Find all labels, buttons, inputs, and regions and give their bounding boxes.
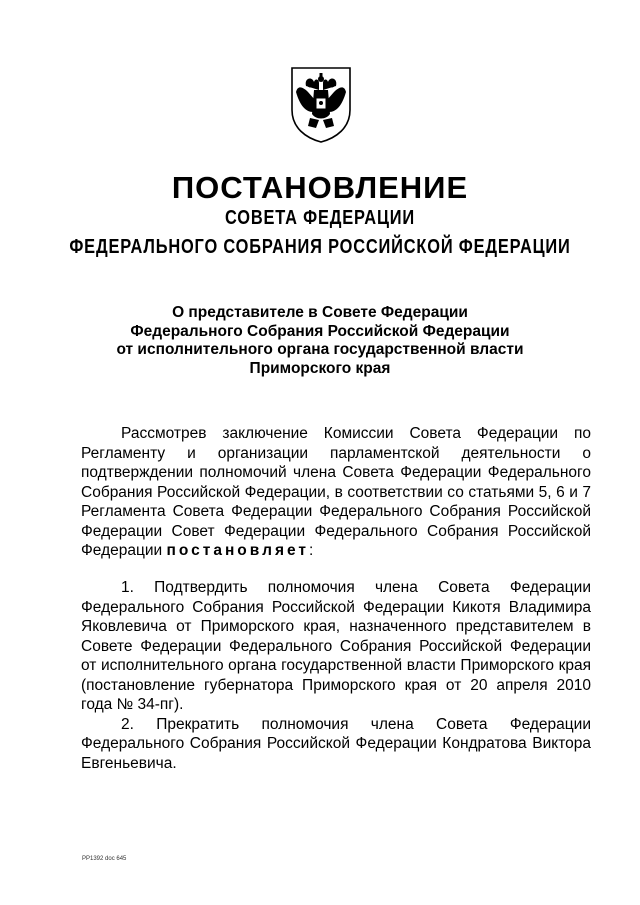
coat-of-arms-icon xyxy=(286,62,356,144)
resolution-item-2: 2. Прекратить полномочия члена Совета Федерации Федерального Собрания Российской Федерации Кондратова Виктора Евгеньевича. xyxy=(81,715,591,772)
preamble-text: Рассмотрев заключение Комиссии Совета Федерации по Регламенту и организации парламентской деятельности о подтверждении полномочий члена Совета Федерации Федерального Собрания Российской Федерации, в соответствии со статьями 5, 6 и 7 Регламента Совета Федерации Федерального Собрания Российской Федерации Совет Федерации Федерального Собрания Российской Федерации xyxy=(81,425,591,559)
document-code: РР1392 doc 645 xyxy=(82,856,127,862)
preamble xyxy=(81,424,591,561)
resolution-item-1: 1. Подтвердить полномочия члена Совета Федерации Федерального Собрания Российской Федерации Кикотя Владимира Яковлевича от Приморского края, назначенного представителем в Совете Федерации Федерального Собрания Российской Федерации от исполнительного органа государственной власти Приморского края (постановление губернатора Приморского края от 20 апреля 2010 года № 34-пг). xyxy=(81,579,591,713)
issuer-line-1: СОВЕТА ФЕДЕРАЦИИ xyxy=(225,207,415,229)
preamble-colon: : xyxy=(309,542,314,559)
subject-line-4: Приморского края xyxy=(249,359,391,377)
subject-line-3: от исполнительного органа государственной власти xyxy=(116,341,524,358)
resolution-items xyxy=(81,578,591,773)
resolves-word: постановляет xyxy=(166,542,309,559)
subject-line-1: О представителе в Совете Федерации xyxy=(172,304,468,321)
issuer-line-2: ФЕДЕРАЛЬНОГО СОБРАНИЯ РОССИЙСКОЙ ФЕДЕРАЦИИ xyxy=(69,236,571,258)
subject-line-2: Федерального Собрания Российской Федерации xyxy=(130,322,510,340)
document-title: ПОСТАНОВЛЕНИЕ xyxy=(171,170,469,205)
document-subject xyxy=(60,304,580,378)
preamble-paragraph xyxy=(81,424,591,561)
